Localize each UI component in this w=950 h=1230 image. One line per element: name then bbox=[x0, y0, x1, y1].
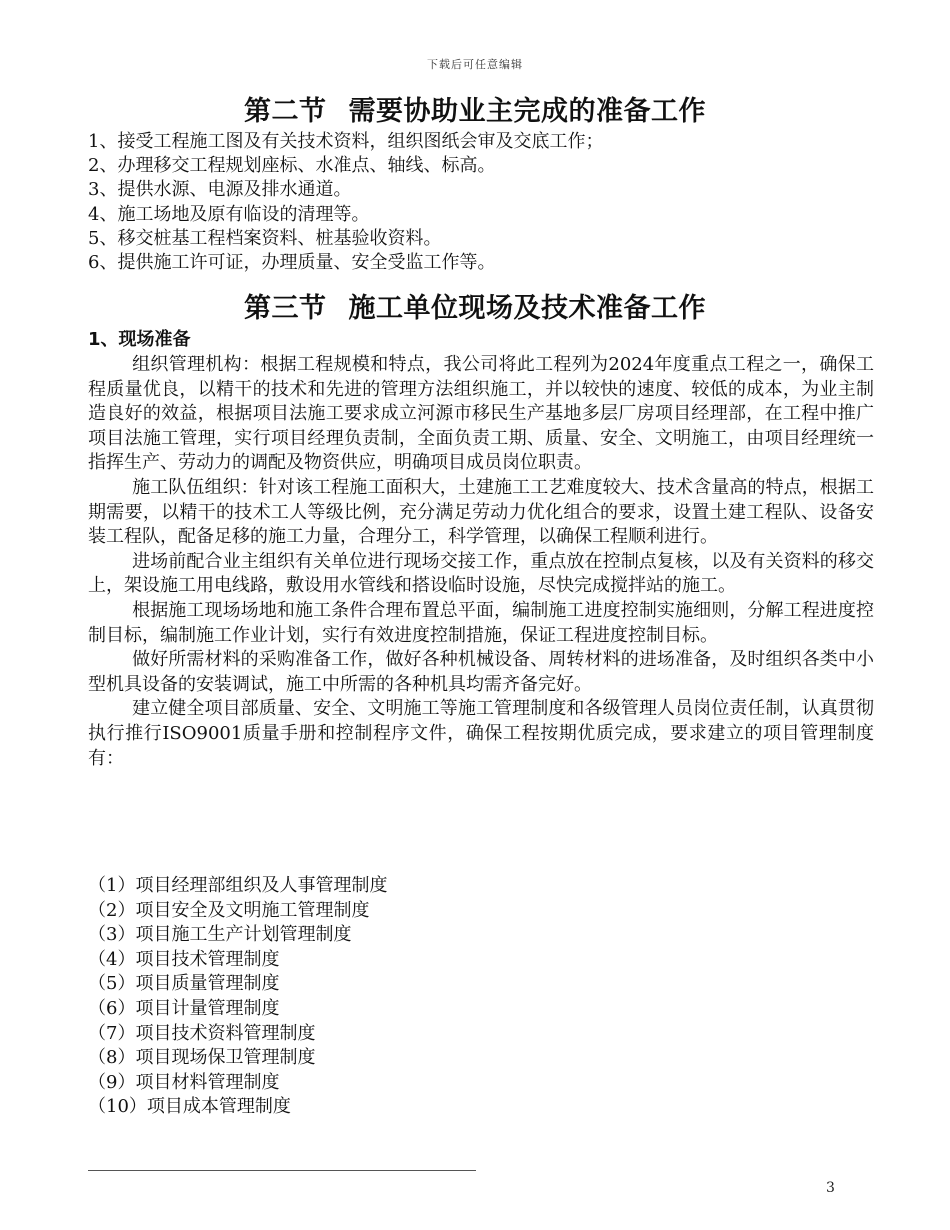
paragraph: 建立健全项目部质量、安全、文明施工等施工管理制度和各级管理人员岗位责任制，认真贯彻执行推行ISO9001质量手册和控制程序文件，确保工程按期优质完成，要求建立的项目管理制度有： bbox=[88, 698, 874, 769]
section-3-heading bbox=[0, 286, 950, 325]
list-item: （5）项目质量管理制度 bbox=[88, 973, 280, 995]
paragraph: 施工队伍组织：针对该工程施工面积大，土建施工工艺难度较大、技术含量高的特点，根据工期需要，以精干的技术工人等级比例，充分满足劳动力优化组合的要求，设置土建工程队、设备安装工程队，配备足移的施工力量，合理分工，科学管理，以确保工程顺利进行。 bbox=[88, 476, 874, 548]
section-2-heading bbox=[0, 89, 950, 128]
list-item: 5、移交桩基工程档案资料、桩基验收资料。 bbox=[88, 227, 442, 249]
section-2-number: 第二节 bbox=[244, 96, 327, 127]
list-item: （6）项目计量管理制度 bbox=[88, 997, 280, 1019]
list-item: （1）项目经理部组织及人事管理制度 bbox=[88, 875, 388, 896]
management-systems-list bbox=[88, 874, 888, 1120]
list-item: （10）项目成本管理制度 bbox=[88, 1096, 291, 1118]
section-3-title: 施工单位现场及技术准备工作 bbox=[348, 293, 706, 324]
page-number: 3 bbox=[826, 1180, 835, 1196]
list-item: 2、办理移交工程规划座标、水准点、轴线、标高。 bbox=[88, 155, 496, 177]
paragraph: 做好所需材料的采购准备工作，做好各种机械设备、周转材料的进场准备，及时组织各类中小型机具设备的安装调试，施工中所需的各种机具均需齐备完好。 bbox=[88, 649, 874, 695]
paragraph: 组织管理机构：根据工程规模和特点，我公司将此工程列为2024年度重点工程之一，确保工程质量优良，以精干的技术和先进的管理方法组织施工，并以较快的速度、较低的成本，为业主制造良好的效益，根据项目法施工要求成立河源市移民生产基地多层厂房项目经理部，在工程中推广项目法施工管理，实行项目经理负责制，全面负责工期、质量、安全、文明施工，由项目经理统一指挥生产、劳动力的调配及物资供应，明确项目成员岗位职责。 bbox=[88, 354, 874, 474]
list-item: 3、提供水源、电源及排水通道。 bbox=[88, 179, 352, 201]
list-item: （2）项目安全及文明施工管理制度 bbox=[88, 899, 370, 921]
site-preparation-subheading: 1、现场准备 bbox=[88, 329, 191, 350]
list-item: 4、施工场地及原有临设的清理等。 bbox=[88, 203, 370, 225]
section-2-title: 需要协助业主完成的准备工作 bbox=[348, 96, 706, 127]
paragraph: 根据施工现场场地和施工条件合理布置总平面，编制施工进度控制实施细则，分解工程进度控制目标，编制施工作业计划，实行有效进度控制措施，保证工程进度控制目标。 bbox=[88, 599, 874, 646]
list-item: （9）项目材料管理制度 bbox=[88, 1071, 280, 1093]
list-item: （8）项目现场保卫管理制度 bbox=[88, 1047, 316, 1069]
section-2-list bbox=[88, 130, 888, 275]
list-item: 6、提供施工许可证，办理质量、安全受监工作等。 bbox=[88, 252, 496, 274]
list-item: 1、接受工程施工图及有关技术资料，组织图纸会审及交底工作； bbox=[88, 131, 604, 152]
list-item: （3）项目施工生产计划管理制度 bbox=[88, 924, 352, 946]
list-item: （7）项目技术资料管理制度 bbox=[88, 1022, 316, 1044]
footnote-divider bbox=[88, 1170, 476, 1171]
section-3-body bbox=[88, 353, 874, 771]
paragraph: 进场前配合业主组织有关单位进行现场交接工作，重点放在控制点复核，以及有关资料的移交上，架设施工用电线路，敷设用水管线和搭设临时设施，尽快完成搅拌站的施工。 bbox=[88, 550, 874, 597]
page-header-note: 下载后可任意编辑 bbox=[427, 58, 523, 71]
list-item: （4）项目技术管理制度 bbox=[88, 948, 280, 970]
section-3-number: 第三节 bbox=[244, 293, 327, 324]
